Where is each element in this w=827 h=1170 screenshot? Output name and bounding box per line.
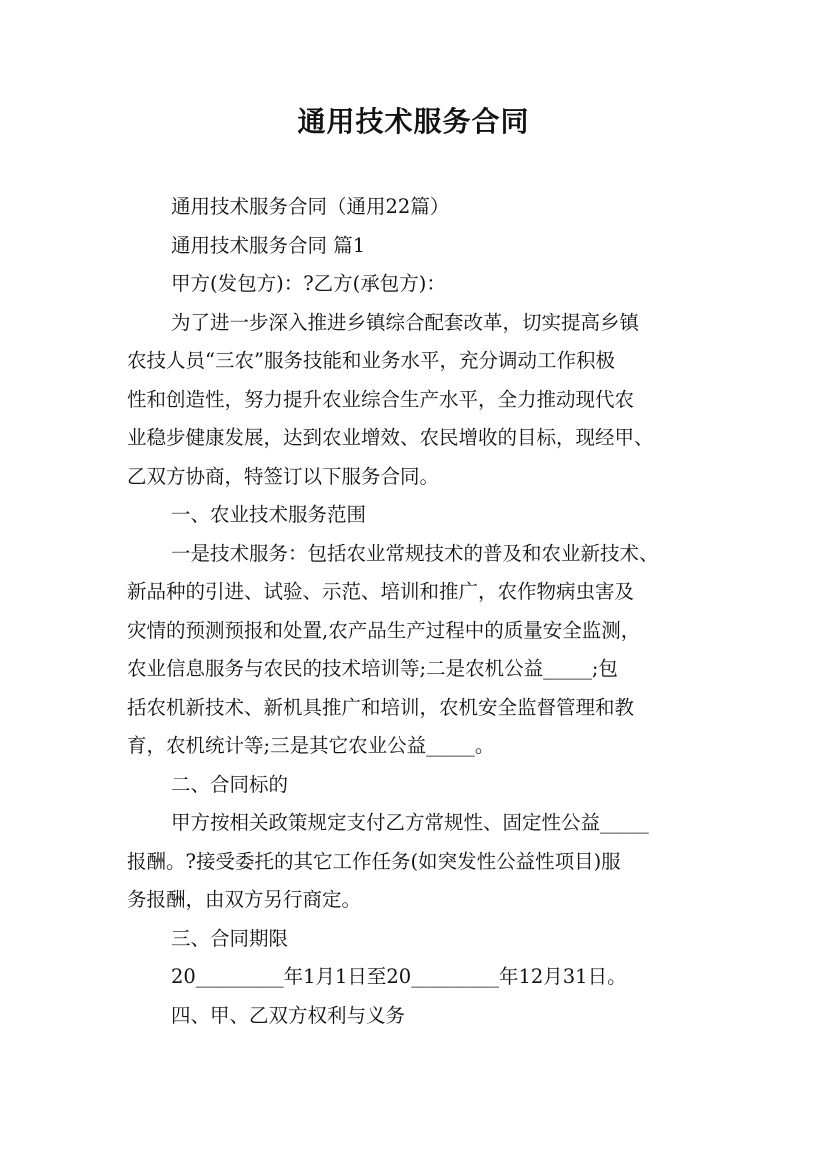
paragraph-line: 一、农业技术服务范围: [171, 503, 367, 526]
paragraph-line: 四、甲、乙双方权利与义务: [171, 1003, 406, 1027]
paragraph-line: 为了进一步深入推进乡镇综合配套改革，切实提高乡镇: [171, 310, 640, 334]
paragraph-line: 报酬。?接受委托的其它工作任务(如突发性公益性项目)服: [127, 849, 621, 873]
paragraph-line: 灾情的预测预报和处置,农产品生产过程中的质量安全监测，: [127, 618, 641, 642]
paragraph-line: 二、合同标的: [171, 772, 289, 796]
paragraph-line: 乙双方协商，特签订以下服务合同。: [127, 464, 440, 488]
paragraph-line: 通用技术服务合同（通用22篇）: [171, 195, 450, 218]
paragraph-line: 业稳步健康发展，达到农业增效、农民增收的目标，现经甲、: [127, 426, 654, 449]
paragraph-line: 一是技术服务：包括农业常规技术的普及和农业新技术、: [171, 541, 659, 565]
document-title: 通用技术服务合同: [297, 105, 530, 138]
paragraph-line: 甲方按相关政策规定支付乙方常规性、固定性公益_____: [171, 811, 649, 834]
paragraph-line: 三、合同期限: [171, 926, 289, 950]
paragraph-line: 农技人员“三农”服务技能和业务水平，充分调动工作积极: [127, 349, 615, 372]
paragraph-line: 育，农机统计等;三是其它农业公益_____。: [127, 734, 495, 757]
paragraph-line: 括农机新技术、新机具推广和培训，农机安全监督管理和教: [127, 695, 635, 719]
paragraph-line: 务报酬，由双方另行商定。: [127, 888, 362, 911]
paragraph-line: 农业信息服务与农民的技术培训等;二是农机公益_____;包: [127, 657, 618, 680]
paragraph-line: 性和创造性，努力提升农业综合生产水平，全力推动现代农: [127, 387, 635, 411]
paragraph-line: 通用技术服务合同 篇1: [171, 233, 366, 257]
paragraph-line: 甲方(发包方)：?乙方(承包方)：: [171, 272, 446, 295]
paragraph-line: 新品种的引进、试验、示范、培训和推广，农作物病虫害及: [127, 580, 635, 603]
paragraph-line: 20_________年1月1日至20_________年12月31日。: [171, 965, 627, 988]
document-body: [127, 188, 717, 1035]
